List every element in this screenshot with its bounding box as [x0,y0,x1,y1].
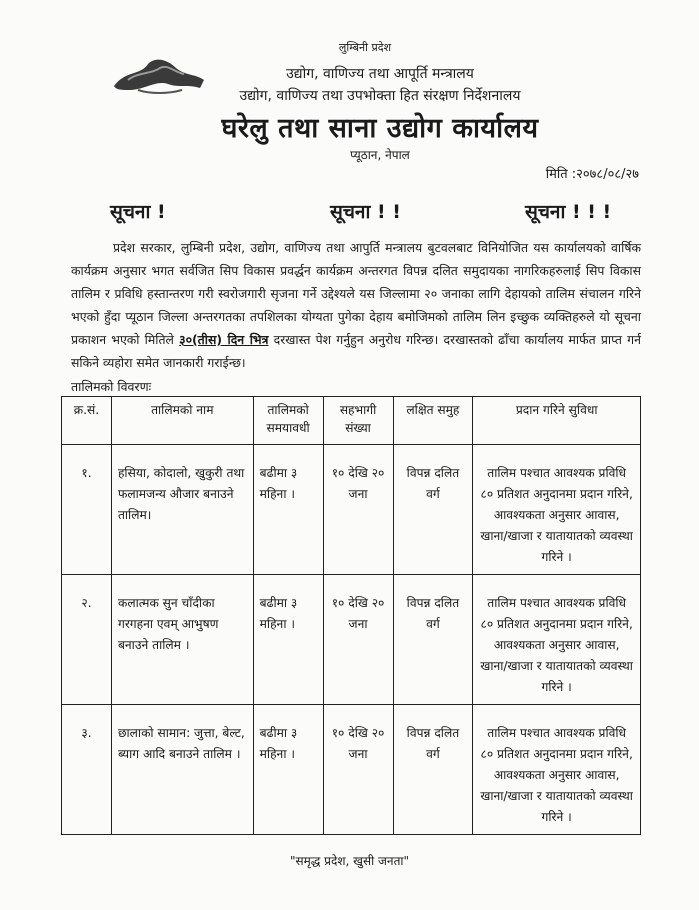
header-sn: क्र.सं. [62,397,112,445]
header-facility: प्रदान गरिने सुविधा [473,397,641,445]
row-participants: १० देखि २० जना [323,705,393,835]
row-facility: तालिम पश्चात आवश्यक प्रविधि ८० प्रतिशत अनुदानमा प्रदान गरिने, आवश्यकता अनुसार आवास, खाना/खाजा र यातायातको व्यवस्था गरिने । [473,575,641,705]
row-facility: तालिम पश्चात आवश्यक प्रविधि ८० प्रतिशत अनुदानमा प्रदान गरिने, आवश्यकता अनुसार आवास, खाना/खाजा र यातायातको व्यवस्था गरिने । [473,445,641,575]
province-name: लुम्बिनी प्रदेश [338,41,392,54]
row-training-name: हसिया, कोदालो, खुकुरी तथा फलामजन्य औजार बनाउने तालिम। [111,445,253,575]
row-training-name: छालाको सामान: जुत्ता, बेल्ट, ब्याग आदि बनाउने तालिम । [111,705,253,835]
row-duration: बढीमा ३ महिना । [253,445,323,575]
header-duration: तालिमको समयावधी [253,397,323,445]
notice-heading-3: सूचना ! ! ! [525,201,612,223]
body-part-2: दरखास्त पेश गर्नुहुन अनुरोध गरिन्छ। दरखास्तको ढाँचा कार्यालय मार्फत प्राप्त गर्न सकिने व्यहोरा समेत जानकारी गराईन्छ। [71,332,641,370]
row-duration: बढीमा ३ महिना । [253,575,323,705]
table-row [62,445,641,575]
office-location: प्यूठान, नेपाल [350,148,410,162]
row-target-group: विपन्न दलित वर्ग [393,705,473,835]
row-sn: ३. [62,705,112,835]
notice-body [71,236,641,374]
row-sn: २. [62,575,112,705]
row-training-name: कलात्मक सुन चाँदीका गरगहना एवम् आभुषण बनाउने तालिम । [111,575,253,705]
table-header-row [62,397,641,445]
footer-slogan: "समृद्ध प्रदेश, खुसी जनता" [289,854,410,868]
row-target-group: विपन्न दलित वर्ग [393,445,473,575]
directorate-name: उद्योग, वाणिज्य तथा उपभोक्ता हित संरक्षण निर्देशनालय [239,88,521,104]
row-target-group: विपन्न दलित वर्ग [393,575,473,705]
deadline-highlight: ३०(तीस) दिन भित्र [179,332,269,347]
notice-heading-1: सूचना ! [110,201,166,223]
table-title: तालिमको विवरणः [71,379,152,394]
ministry-name: उद्योग, वाणिज्य तथा आपूर्ति मन्त्रालय [286,66,474,82]
row-sn: १. [62,445,112,575]
notice-date: मिति :२०७८/०८/२७ [545,167,639,182]
row-participants: १० देखि २० जना [323,575,393,705]
training-table [61,396,641,835]
row-duration: बढीमा ३ महिना । [253,705,323,835]
table-row [62,705,641,835]
row-facility: तालिम पश्चात आवश्यक प्रविधि ८० प्रतिशत अनुदानमा प्रदान गरिने, आवश्यकता अनुसार आवास, खाना/खाजा र यातायातको व्यवस्था गरिने । [473,705,641,835]
body-part-1: प्रदेश सरकार, लुम्बिनी प्रदेश, उद्योग, वाणिज्य तथा आपुर्ति मन्त्रालय बुटवलबाट विनियोजित यस कार्यालयको वार्षिक कार्यक्रम अनुसार भगत सर्वजित सिप विकास प्रवर्द्धन कार्यक्रम अन्तरगत विपन्न दलित समुदायका नागरिकहरुलाई सिप विकास तालिम र प्रविधि हस्तान्तरण गरी स्वरोजगारी सृजना गर्ने उद्देश्यले यस जिल्लामा २० जनाका लागि देहायको तालिम संचालन गरिने भएको हुँदा प्यूठान जिल्ला अन्तरगतका तपशिलका योग्यता पुगेका देहाय बमोजिमको तालिम लिन इच्छुक व्यक्तिहरुले यो सूचना प्रकाशन भएको मितिले [71,240,641,347]
office-name: घरेलु तथा साना उद्योग कार्यालय [221,113,539,144]
row-participants: १० देखि २० जना [323,445,393,575]
notice-heading-2: सूचना ! ! [330,201,401,223]
table-row [62,575,641,705]
header-name: तालिमको नाम [111,397,253,445]
header-target: लक्षित समुह [393,397,473,445]
header-participants: सहभागी संख्या [323,397,393,445]
